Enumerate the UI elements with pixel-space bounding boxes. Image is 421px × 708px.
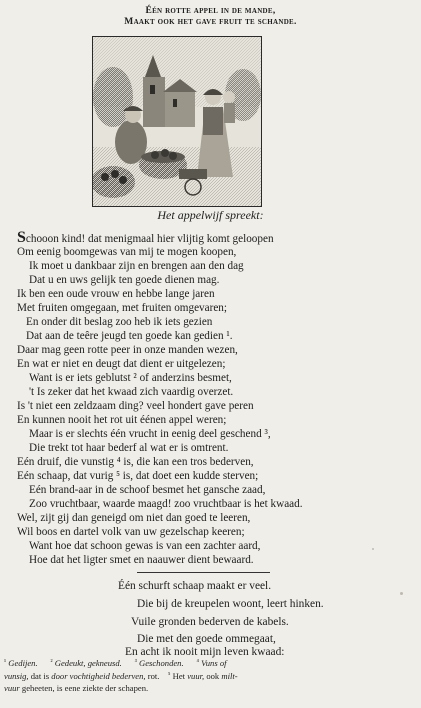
poem-line [17, 357, 225, 371]
proverb-line: En acht ik nooit mijn leven kwaad: [125, 646, 285, 658]
footnote-marker: ³ [134, 658, 137, 666]
poem-line [29, 273, 219, 287]
paper-speck [372, 548, 374, 550]
poem-line [29, 441, 228, 455]
poem-line-text: Eén druif, die vunstig ⁴ is, die kan een tros bederven, [17, 456, 254, 468]
poem-line-text: Want hoe dat schoon gewas is van een zachter aard, [29, 540, 261, 552]
poem-line-text: Daar mag geen rotte peer in onze manden wezen, [17, 344, 238, 356]
poem-line-text: En wat er niet en deugt dat dient er uitgelezen; [17, 358, 226, 370]
footnote-marker: ² [50, 658, 53, 666]
poem-line [17, 245, 236, 259]
poem-line [29, 483, 265, 497]
drop-cap: S [17, 229, 26, 246]
footnote-text: vunsig, [4, 671, 29, 681]
footnote-marker: ¹ [4, 658, 7, 666]
poem-line-text: Ik ben een oude vrouw en hebbe lange jaren [17, 288, 215, 300]
poem-line [29, 259, 244, 273]
poem-line [17, 469, 258, 483]
caption: Het appelwijf spreekt: [157, 208, 264, 222]
poem-line [29, 427, 271, 441]
poem-line-text: Die trekt tot haar bederf al wat er is omtrent. [29, 442, 229, 454]
poem-line [17, 511, 250, 525]
poem-line-text: En kunnen nooit het rot uit éénen appel weren; [17, 414, 227, 426]
poem-line-text: Want is er iets geblutst ² of anderzins besmet, [29, 372, 232, 384]
footnote-text: dat is [30, 671, 50, 681]
footnotes [4, 656, 416, 694]
engraving-appelwijf [93, 37, 261, 206]
footnote-text: vuur, [187, 671, 205, 681]
poem-line-text: Eén brand-aar in de schoof besmet het gansche zaad, [29, 484, 266, 496]
paper-speck [400, 592, 403, 595]
engraving-illustration [92, 36, 262, 207]
footnote-text: milt- [221, 671, 238, 681]
footnote-marker: ⁵ [168, 671, 171, 679]
footnote-row-3 [4, 682, 416, 694]
proverb-line: Die met den goede ommegaat, [137, 633, 276, 645]
poem-line-text: 't Is zeker dat het kwaad zich vaardig overzet. [29, 386, 234, 398]
poem-line [17, 399, 254, 413]
poem-line-text: Om eenig boomgewas van mij te mogen koopen, [17, 246, 237, 258]
poem-line [29, 539, 260, 553]
footnote-text: ook [206, 671, 220, 681]
poem-line [26, 329, 233, 343]
poem-line [17, 413, 226, 427]
divider-rule [137, 572, 270, 573]
footnote-text: Vuns of [201, 658, 227, 668]
poem-line [17, 455, 254, 469]
proverb-line: Één schurft schaap maakt er veel. [118, 580, 272, 592]
footnote-row-1 [4, 656, 416, 669]
footnote-row-2 [4, 669, 416, 682]
poem-line-text: Is 't niet een zeldzaam ding? veel hondert gave peren [17, 400, 254, 412]
poem-line [17, 287, 215, 301]
poem-line-text: Wel, zijt gij dan geneigd om niet dan goed te leeren, [17, 512, 251, 524]
footnote-text: Het [172, 671, 186, 681]
poem-line-text: Dat aan de teêre jeugd ten goede kan gedien ¹. [26, 330, 233, 342]
poem-line [29, 553, 254, 567]
poem-line-text: En onder dit beslag zoo heb ik iets gezien [26, 316, 213, 328]
poem-line-text: chooon kind! dat menigmaal hier vlijtig komt geloopen [25, 233, 274, 245]
proverb-line: Die bij de kreupelen woont, leert hinken. [137, 598, 324, 610]
poem-line-text: Hoe dat het ligter smet en naauwer dient bewaard. [29, 554, 254, 566]
poem-line-text: Met fruiten omgegaan, met fruiten omgevaren; [17, 302, 228, 314]
heading-line-1: Één rotte appel in de mande, [145, 6, 276, 16]
poem-line [17, 231, 274, 246]
footnote-text: rot. [147, 671, 160, 681]
poem-line [17, 525, 245, 539]
poem-line-text: Maar is er slechts één vrucht in eenig deel geschend ³, [29, 428, 271, 440]
poem-line-text: Ik moet u dankbaar zijn en brengen aan den dag [29, 260, 244, 272]
footnote-text: Geschonden. [139, 658, 184, 668]
poem-line [17, 301, 227, 315]
poem-line [26, 315, 212, 329]
poem-line-text: Wil boos en dartel volk van uw gezelschap keeren; [17, 526, 245, 538]
footnote-text: geheeten, is eene ziekte der schapen. [21, 683, 149, 693]
poem-line [29, 371, 232, 385]
heading-line-2: Maakt ook het gave fruit te schande. [124, 17, 297, 27]
footnote-text: Gedeukt, gekneusd. [54, 658, 122, 668]
poem-line-text: Zoo vruchtbaar, waarde maagd! zoo vruchtbaar is het kwaad. [29, 498, 303, 510]
poem-line-text: Dat u en uws gelijk ten goede dienen mag. [29, 274, 220, 286]
proverb-line: Vuile gronden bederven de kabels. [131, 616, 289, 628]
poem-line-text: Eén schaap, dat vurig ⁵ is, dat doet een kudde sterven; [17, 470, 259, 482]
poem-line [29, 497, 303, 511]
poem-line [29, 385, 233, 399]
poem-line [17, 343, 238, 357]
footnote-text: vuur [4, 683, 20, 693]
footnote-text: Gedijen. [8, 658, 38, 668]
footnote-marker: ⁴ [196, 658, 199, 666]
footnote-text: door vochtigheid bederven, [51, 671, 146, 681]
